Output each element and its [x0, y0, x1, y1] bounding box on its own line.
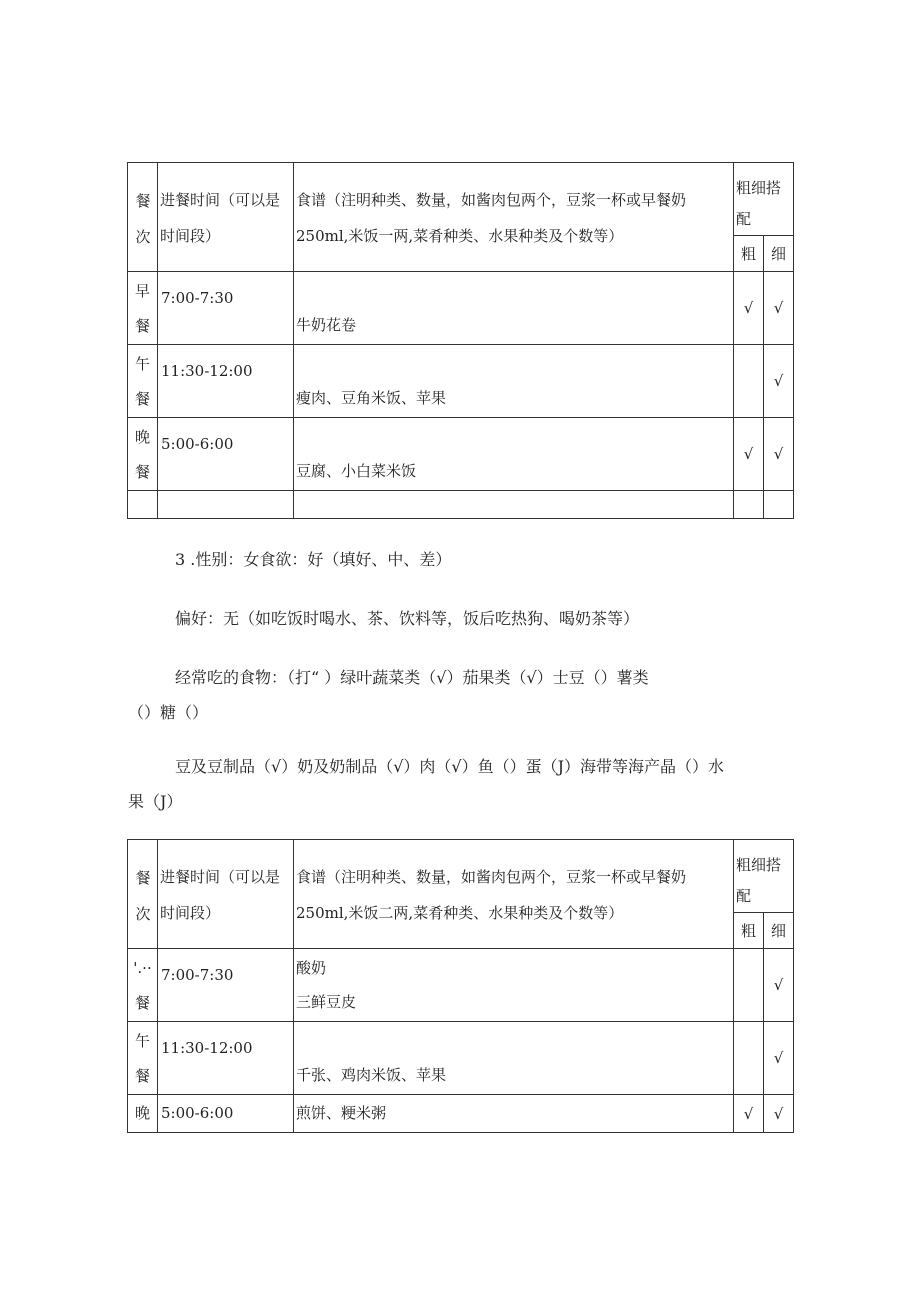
menu-cell	[294, 949, 734, 1022]
frequent-foods-line-1: 经常吃的食物：（打“ ）绿叶蔬菜类（√）茄果类（√）士豆（）薯类	[175, 668, 649, 687]
fine-check-cell	[764, 1095, 794, 1133]
header-meal-label: 餐次	[135, 869, 151, 923]
meal-table-1	[127, 162, 794, 519]
meal-label-bottom: 餐	[134, 317, 150, 335]
meal-label-bottom: 餐	[134, 994, 150, 1012]
header-fine-cell	[764, 913, 794, 949]
coarse-check-cell	[734, 272, 764, 345]
gender-appetite-line: 3 .性别：女食欲：好（填好、中、差）	[175, 550, 452, 569]
header-fine-label: 细	[771, 245, 787, 263]
fine-check: √	[773, 1049, 784, 1067]
fine-check-cell	[764, 418, 794, 491]
header-mix-cell	[734, 840, 794, 913]
menu-line-2: 三鲜豆皮	[296, 993, 357, 1011]
menu-line-1	[296, 347, 733, 381]
menu-cell	[294, 1022, 734, 1095]
header-meal-label: 餐次	[135, 192, 151, 246]
meal-cell	[128, 1095, 158, 1133]
fine-check-cell	[764, 949, 794, 1022]
preference-line: 偏好：无（如吃饭时喝水、茶、饮料等，饭后吃热狗、喝奶茶等）	[175, 609, 640, 628]
coarse-check-cell	[734, 1095, 764, 1133]
meal-label-bottom: 餐	[134, 390, 150, 408]
meal-label-top: 晚	[134, 1104, 150, 1122]
meal-label-top: '.··	[133, 959, 152, 977]
header-time-cell	[158, 163, 294, 272]
header-time-cell	[158, 840, 294, 949]
header-menu-label: 食谱（注明种类、数量，如酱肉包两个，豆浆一杯或早餐奶250ml,米饭二两,菜肴种类、水果种类及个数等）	[296, 868, 687, 922]
meal-label-top: 午	[134, 355, 150, 373]
meal-label-top: 午	[134, 1032, 150, 1050]
header-coarse-label: 粗	[740, 245, 756, 263]
menu-line-2: 千张、鸡肉米饭、苹果	[296, 1066, 447, 1084]
frequent-foods-line-2: （）糖（）	[128, 703, 209, 722]
menu-line-2: 豆腐、小白菜米饭	[296, 462, 417, 480]
header-meal-cell	[128, 163, 158, 272]
time-value: 7:00-7:30	[161, 966, 234, 984]
coarse-check: √	[743, 1104, 754, 1123]
frequent-foods-line-3: 豆及豆制品（√）奶及奶制品（√）肉（√）鱼（）蛋（J）海带等海产晶（）水	[175, 757, 725, 776]
table-row	[128, 1022, 794, 1095]
time-cell	[158, 1022, 294, 1095]
time-value: 11:30-12:00	[161, 362, 253, 380]
coarse-check-cell	[734, 949, 764, 1022]
time-value: 7:00-7:30	[161, 289, 234, 307]
header-coarse-label: 粗	[740, 922, 756, 940]
header-menu-cell	[294, 840, 734, 949]
fine-check-cell	[764, 345, 794, 418]
header-mix-label: 粗细搭配	[736, 856, 782, 905]
fine-check: √	[773, 976, 784, 994]
menu-cell	[294, 345, 734, 418]
header-time-label: 进餐时间（可以是时间段）	[160, 868, 281, 922]
meal-cell	[128, 345, 158, 418]
time-cell	[158, 949, 294, 1022]
header-coarse-cell	[734, 236, 764, 272]
menu-line-1	[296, 1024, 733, 1058]
header-time-label: 进餐时间（可以是时间段）	[160, 191, 281, 245]
time-value: 5:00-6:00	[161, 435, 234, 453]
menu-cell	[294, 1095, 734, 1133]
header-menu-cell	[294, 163, 734, 272]
meal-label-top: 早	[134, 282, 150, 300]
header-fine-label: 细	[771, 922, 787, 940]
menu-line-2: 牛奶花卷	[296, 316, 357, 334]
table-row	[128, 1095, 794, 1133]
menu-line-2: 瘦肉、豆角米饭、苹果	[296, 389, 447, 407]
meal-cell	[128, 418, 158, 491]
meal-label-bottom: 餐	[134, 1067, 150, 1085]
fine-check: √	[773, 1104, 784, 1123]
menu-line-1: 酸奶	[296, 959, 327, 977]
meal-label-bottom: 餐	[134, 463, 150, 481]
time-cell	[158, 272, 294, 345]
header-mix-cell	[734, 163, 794, 236]
table-row	[128, 272, 794, 345]
header-menu-label: 食谱（注明种类、数量，如酱肉包两个，豆浆一杯或早餐奶250ml,米饭一两,菜肴种类、水果种类及个数等）	[296, 191, 687, 245]
menu-cell	[294, 418, 734, 491]
header-coarse-cell	[734, 913, 764, 949]
time-cell	[158, 345, 294, 418]
menu-cell	[294, 272, 734, 345]
coarse-check-cell	[734, 418, 764, 491]
menu-line-1: 煎饼、粳米粥	[296, 1104, 387, 1122]
fine-check: √	[773, 372, 784, 390]
coarse-check: √	[743, 445, 754, 463]
frequent-foods-line-4: 果（J）	[128, 792, 183, 811]
fine-check-cell	[764, 272, 794, 345]
time-value: 5:00-6:00	[161, 1104, 234, 1122]
coarse-check-cell	[734, 345, 764, 418]
fine-check: √	[773, 445, 784, 463]
menu-line-1	[296, 420, 733, 454]
empty-table-row	[128, 491, 794, 519]
header-fine-cell	[764, 236, 794, 272]
coarse-check-cell	[734, 1022, 764, 1095]
meal-cell	[128, 1022, 158, 1095]
meal-cell	[128, 272, 158, 345]
menu-line-1	[296, 274, 733, 308]
header-meal-cell	[128, 840, 158, 949]
time-cell	[158, 1095, 294, 1133]
meal-table-2	[127, 839, 794, 1133]
table-row	[128, 418, 794, 491]
table-row	[128, 345, 794, 418]
meal-cell	[128, 949, 158, 1022]
time-value: 11:30-12:00	[161, 1039, 253, 1057]
table-row	[128, 949, 794, 1022]
fine-check-cell	[764, 1022, 794, 1095]
time-cell	[158, 418, 294, 491]
meal-label-top: 晚	[134, 428, 150, 446]
coarse-check: √	[743, 299, 754, 317]
header-mix-label: 粗细搭配	[736, 179, 782, 228]
fine-check: √	[773, 299, 784, 317]
